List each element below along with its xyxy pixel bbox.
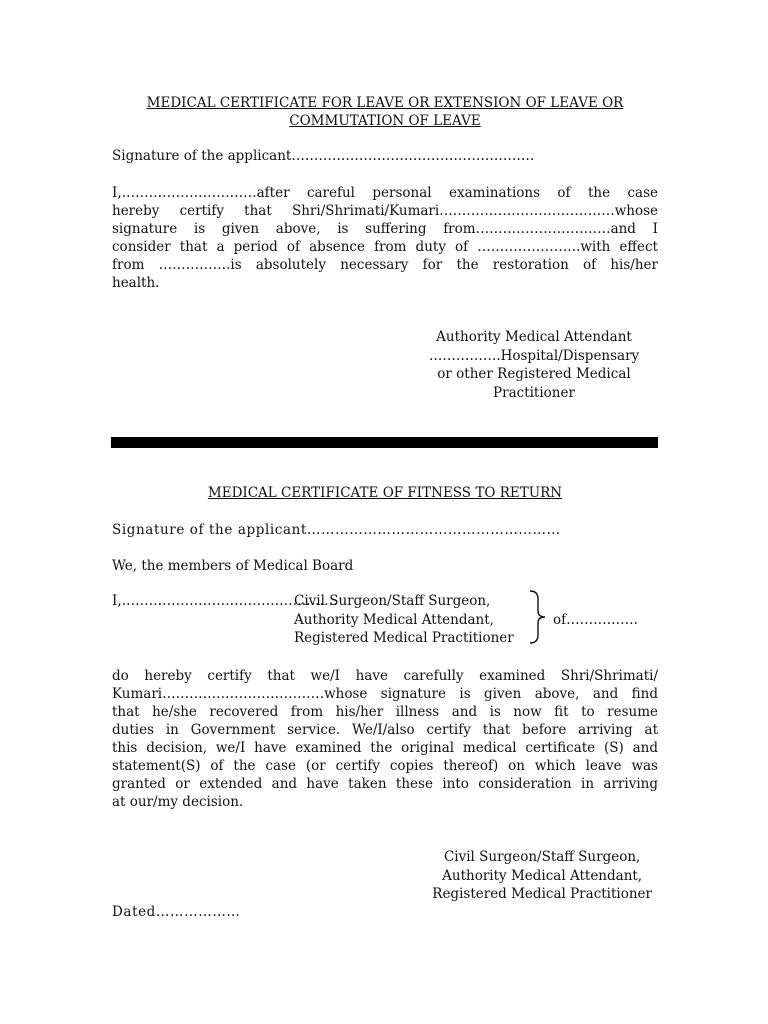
- body-line: health.: [112, 275, 160, 291]
- fitness-certificate-title: MEDICAL CERTIFICATE OF FITNESS TO RETURN: [207, 485, 563, 501]
- body-line: I,…………………………after careful personal examinations of the case: [112, 185, 658, 201]
- signatory-line: Civil Surgeon/Staff Surgeon,: [443, 849, 641, 865]
- signatory-line: Registered Medical Practitioner: [432, 886, 652, 902]
- applicant-signature-line-2: Signature of the applicant………………………………………………: [112, 522, 561, 538]
- signatory-block: [432, 848, 652, 904]
- designation-item: Authority Medical Attendant,: [294, 611, 494, 628]
- fitness-certificate-body: [112, 667, 658, 811]
- designation-list: [294, 592, 514, 648]
- authority-line: Practitioner: [493, 384, 575, 401]
- body-line: consider that a period of absence from duty of …………………..with effect: [112, 239, 658, 255]
- leave-certificate-body: [112, 184, 658, 292]
- medical-board-line: We, the members of Medical Board: [112, 558, 354, 574]
- body-line: that he/she recovered from his/her illness and is now fit to resume: [112, 704, 658, 720]
- body-line: this decision, we/I have examined the original medical certificate (S) and: [112, 740, 658, 756]
- authority-line: or other Registered Medical: [437, 366, 631, 382]
- leave-certificate-title-line1: MEDICAL CERTIFICATE FOR LEAVE OR EXTENSION OF LEAVE OR: [146, 95, 624, 111]
- body-line: from …………….is absolutely necessary for the restoration of his/her: [112, 257, 658, 273]
- body-line: granted or extended and have taken these into consideration in arriving: [112, 776, 658, 792]
- dated-line: Dated………………: [112, 904, 241, 920]
- body-line: Kumari………………………………whose signature is given above, and find: [112, 686, 658, 702]
- body-line: signature is given above, is suffering from…………………………and I: [112, 221, 658, 237]
- body-line: do hereby certify that we/I have carefully examined Shri/Shrimati/: [112, 668, 658, 684]
- leave-certificate-title-line2: COMMUTATION OF LEAVE: [289, 113, 481, 129]
- authority-line: …………….Hospital/Dispensary: [428, 347, 640, 364]
- authority-signature-block: [404, 328, 664, 402]
- designation-item: Registered Medical Practitioner: [294, 630, 514, 646]
- of-place-line: of…………….: [553, 612, 638, 628]
- signatory-line: Authority Medical Attendant,: [442, 867, 643, 884]
- authority-line: Authority Medical Attendant: [436, 329, 632, 345]
- applicant-signature-line: Signature of the applicant………………………………………………: [112, 148, 535, 164]
- body-line: hereby certify that Shri/Shrimati/Kumari…………………………………whose: [112, 203, 658, 219]
- body-line: duties in Government service. We/I/also certify that before arriving at: [112, 722, 658, 738]
- certifier-name-line: I,…………………………………………: [112, 593, 338, 609]
- designation-item: Civil Surgeon/Staff Surgeon,: [294, 593, 491, 609]
- body-line: statement(S) of the case (or certify copies thereof) on which leave was: [112, 758, 658, 774]
- section-divider: [111, 437, 658, 448]
- body-line: at our/my decision.: [112, 794, 244, 810]
- right-brace-icon: [528, 589, 548, 645]
- leave-certificate-title: [112, 94, 658, 130]
